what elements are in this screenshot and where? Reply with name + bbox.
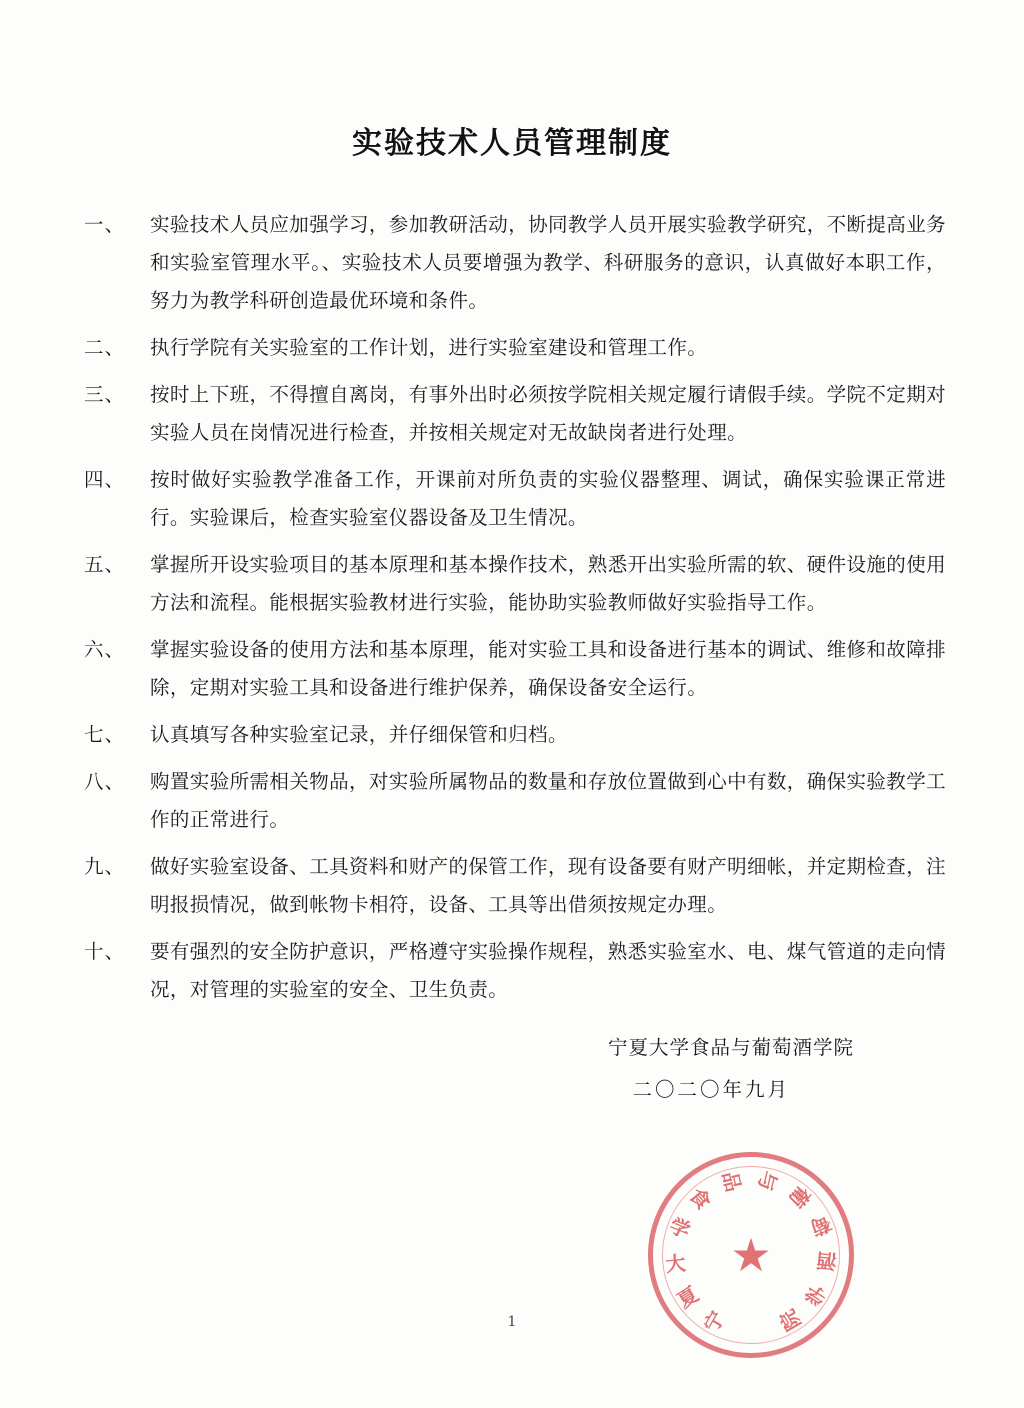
clause-text: 掌握实验设备的使用方法和基本原理，能对实验工具和设备进行基本的调试、维修和故障排除，定期对实验工具和设备进行维护保养，确保设备安全运行。 (150, 638, 947, 699)
clause-item (84, 848, 946, 924)
clause-item (84, 546, 946, 622)
clause-item (84, 329, 946, 367)
clause-number: 一、 (84, 213, 126, 236)
clause-number: 四、 (84, 468, 126, 491)
clause-number: 七、 (84, 723, 126, 746)
clause-item (84, 716, 946, 754)
page-title: 实验技术人员管理制度 (352, 126, 672, 161)
document-body (0, 206, 1024, 1111)
clause-number: 六、 (84, 638, 126, 661)
signature-date: 二〇二〇年九月 (632, 1078, 790, 1101)
clause-text: 实验技术人员应加强学习，参加教研活动，协同教学人员开展实验教学研究，不断提高业务和实验室管理水平。、实验技术人员要增强为教学、科研服务的意识，认真做好本职工作，努力为教学科研创造最优环境和条件。 (150, 213, 947, 312)
clause-text: 掌握所开设实验项目的基本原理和基本操作技术，熟悉开出实验所需的软、硬件设施的使用方法和流程。能根据实验教材进行实验，能协助实验教师做好实验指导工作。 (150, 553, 947, 614)
clause-number: 十、 (84, 940, 126, 963)
clause-number: 九、 (84, 855, 126, 878)
clause-item (84, 763, 946, 839)
clause-number: 三、 (84, 383, 126, 406)
clause-item (84, 461, 946, 537)
clause-text: 购置实验所需相关物品，对实验所属物品的数量和存放位置做到心中有数，确保实验教学工作的正常进行。 (150, 770, 947, 831)
signature-block (84, 1027, 946, 1111)
seal-ring-text: 宁 夏 大 学 食 品 与 葡 萄 酒 学 院 (664, 1168, 838, 1337)
clause-text: 按时上下班，不得擅自离岗，有事外出时必须按学院相关规定履行请假手续。学院不定期对实验人员在岗情况进行检查，并按相关规定对无故缺岗者进行处理。 (150, 383, 947, 444)
page-number: 1 (507, 1314, 517, 1330)
clause-text: 要有强烈的安全防护意识，严格遵守实验操作规程，熟悉实验室水、电、煤气管道的走向情况，对管理的实验室的安全、卫生负责。 (150, 940, 947, 1001)
clause-item (84, 631, 946, 707)
clause-text: 按时做好实验教学准备工作，开课前对所负责的实验仪器整理、调试，确保实验课正常进行。实验课后，检查实验室仪器设备及卫生情况。 (150, 468, 946, 529)
clause-number: 二、 (84, 336, 126, 359)
clause-text: 认真填写各种实验室记录，并仔细保管和归档。 (150, 723, 568, 746)
clause-item (84, 206, 946, 320)
clause-text: 做好实验室设备、工具资料和财产的保管工作，现有设备要有财产明细帐，并定期检查，注明报损情况，做到帐物卡相符，设备、工具等出借须按规定办理。 (150, 855, 947, 916)
clause-number: 八、 (84, 770, 126, 793)
signature-organization: 宁夏大学食品与葡萄酒学院 (607, 1036, 854, 1059)
clause-item (84, 933, 946, 1009)
clause-item (84, 376, 946, 452)
clause-number: 五、 (84, 553, 126, 576)
clause-text: 执行学院有关实验室的工作计划，进行实验室建设和管理工作。 (150, 336, 708, 359)
seal-star-icon: ★ (730, 1228, 772, 1282)
